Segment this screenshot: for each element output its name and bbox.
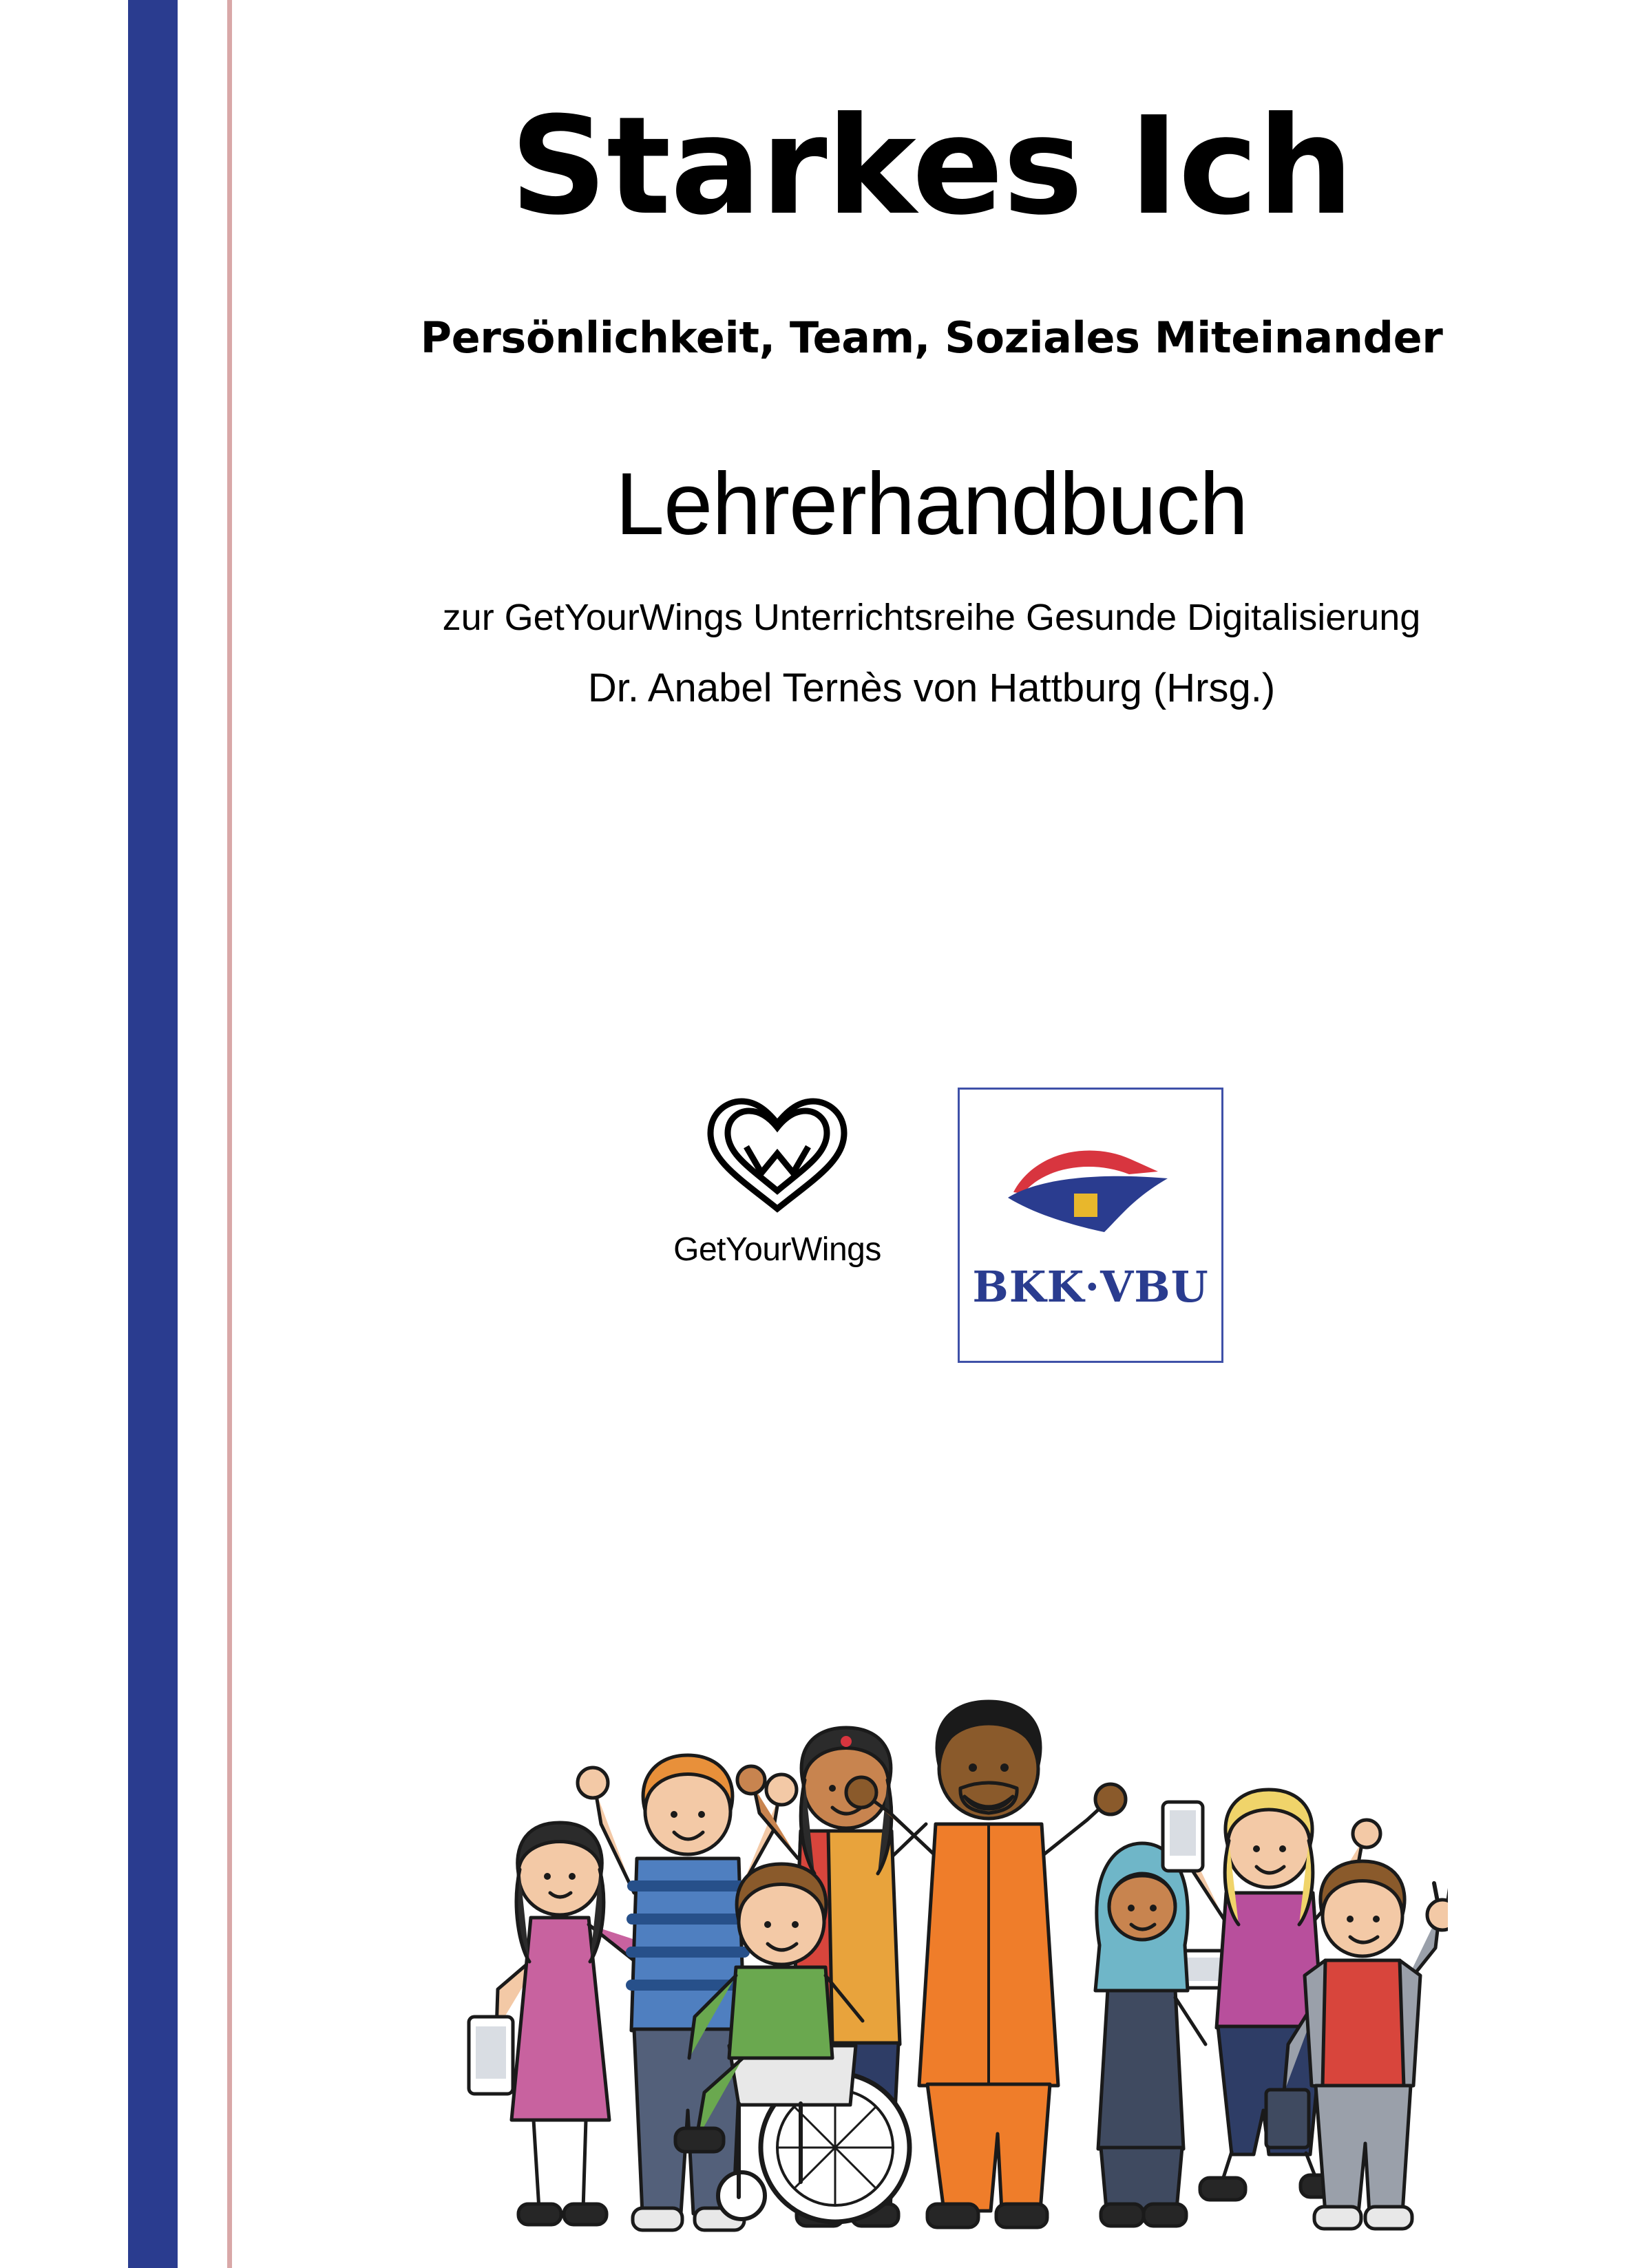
spine-pink-line <box>227 0 232 2268</box>
editor-credit: Dr. Anabel Ternès von Hattburg (Hrsg.) <box>587 665 1276 710</box>
page-title: Starkes Ich <box>509 88 1354 245</box>
bkk-vbu-logo-label: BKK·VBU <box>972 1262 1209 1312</box>
cover-subtitle: Persönlichkeit, Team, Soziales Miteinander <box>420 312 1443 363</box>
getyourwings-logo <box>640 1088 915 1269</box>
document-type-heading: Lehrerhandbuch <box>615 454 1248 553</box>
bkk-vbu-bird-icon <box>987 1138 1194 1252</box>
spine-blue-bar <box>128 0 178 2268</box>
getyourwings-logo-label: GetYourWings <box>673 1231 881 1268</box>
heart-wings-icon <box>640 1088 915 1218</box>
bkk-vbu-logo <box>958 1088 1223 1363</box>
group-of-diverse-young-people-illustration <box>415 1535 1448 2237</box>
series-description: zur GetYourWings Unterrichtsreihe Gesunde Digitalisierung <box>442 596 1421 638</box>
title-block <box>232 0 1631 711</box>
cover-page <box>232 0 1631 2268</box>
logo-row <box>232 1088 1631 1363</box>
